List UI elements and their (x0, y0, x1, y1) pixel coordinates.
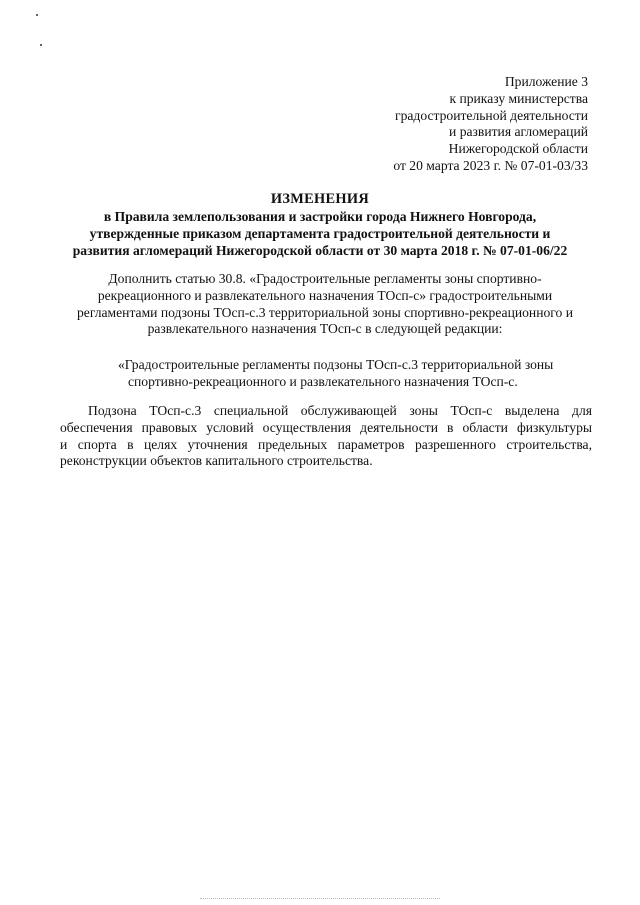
paragraph-line: регламентами подзоны ТОсп-с.3 территориальной зоны спортивно-рекреационного и (77, 304, 573, 320)
appendix-line: Нижегородской области (448, 141, 588, 157)
paragraph-line: Подзона ТОсп-с.3 специальной обслуживающей зоны ТОсп-с выделена для (88, 403, 592, 418)
scan-speck (36, 14, 38, 16)
appendix-block (268, 74, 588, 175)
subtitle-line: утвержденные приказом департамента градостроительной деятельности и (89, 225, 551, 241)
paragraph-line: реконструкции объектов капитального строительства. (60, 453, 373, 469)
quote-line: «Градостроительные регламенты подзоны ТОсп-с.3 территориальной зоны (118, 357, 554, 372)
subtitle-line: в Правила землепользования и застройки города Нижнего Новгорода, (103, 209, 537, 224)
appendix-line: и развития агломераций (449, 124, 588, 140)
quote-line: спортивно-рекреационного и развлекательного назначения ТОсп-с. (128, 373, 518, 389)
appendix-line: от 20 марта 2023 г. № 07-01-03/33 (393, 157, 588, 173)
paragraph-amendment (60, 271, 590, 338)
subtitle-line: развития агломераций Нижегородской области от 30 марта 2018 г. № 07-01-06/22 (72, 242, 568, 258)
document-title: ИЗМЕНЕНИЯ (270, 191, 370, 207)
scan-edge-artifact (200, 898, 440, 900)
paragraph-line: развлекательного назначения ТОсп-с в следующей редакции: (147, 321, 503, 337)
quoted-heading (118, 357, 598, 391)
paragraph-line: обеспечения правовых условий осуществления деятельности в области физкультуры (60, 419, 592, 435)
appendix-line: к приказу министерства (449, 90, 588, 106)
appendix-line: Приложение 3 (504, 74, 588, 89)
paragraph-line: Дополнить статью 30.8. «Градостроительные регламенты зоны спортивно- (108, 271, 542, 286)
paragraph-line: и спорта в целях уточнения предельных параметров разрешенного строительства, (60, 436, 592, 452)
appendix-line: градостроительной деятельности (395, 107, 588, 123)
scan-speck (40, 44, 42, 46)
paragraph-line: рекреационного и развлекательного назначения ТОсп-с» градостроительными (97, 287, 553, 303)
paragraph-subzone (60, 403, 592, 470)
document-subtitle (40, 209, 600, 259)
